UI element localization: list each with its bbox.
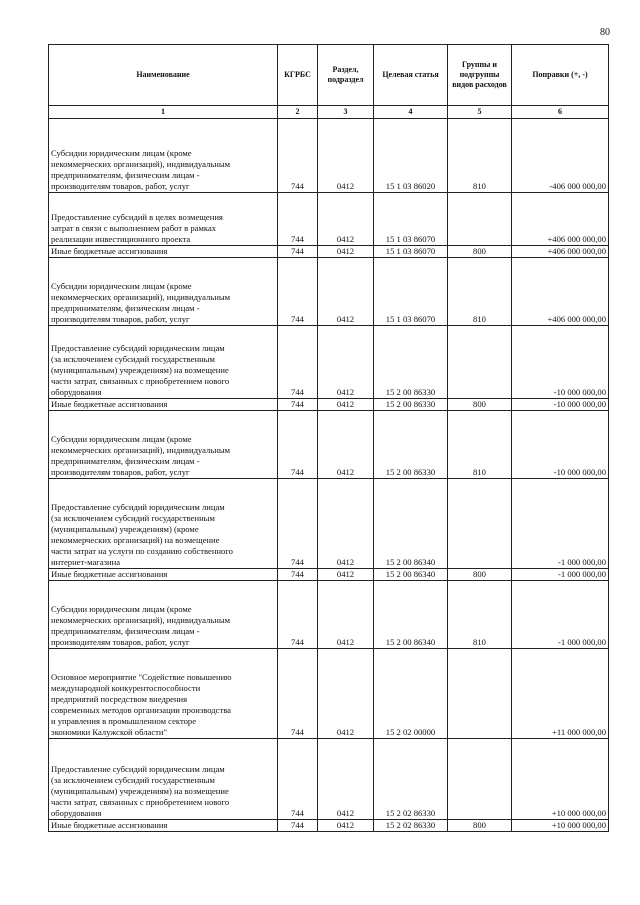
column-number: 6 xyxy=(512,106,609,119)
budget-amendments-table xyxy=(48,44,609,832)
header-name: Наименование xyxy=(49,45,278,106)
cell-group: 800 xyxy=(448,820,512,832)
cell-target: 15 1 03 86070 xyxy=(374,193,448,246)
table-header-row xyxy=(49,45,609,106)
cell-name: Иные бюджетные ассигнования xyxy=(49,399,278,411)
cell-amount: +406 000 000,00 xyxy=(512,258,609,326)
cell-group: 800 xyxy=(448,399,512,411)
cell-amount: -10 000 000,00 xyxy=(512,411,609,479)
cell-name: Иные бюджетные ассигнования xyxy=(49,246,278,258)
table-row xyxy=(49,399,609,411)
cell-target: 15 2 00 86340 xyxy=(374,569,448,581)
cell-amount: -10 000 000,00 xyxy=(512,399,609,411)
cell-kgrbs: 744 xyxy=(278,569,318,581)
table-row xyxy=(49,479,609,569)
cell-section: 0412 xyxy=(318,246,374,258)
cell-section: 0412 xyxy=(318,399,374,411)
cell-section: 0412 xyxy=(318,581,374,649)
cell-amount: -406 000 000,00 xyxy=(512,119,609,193)
column-number: 5 xyxy=(448,106,512,119)
header-kgrbs: КГРБС xyxy=(278,45,318,106)
cell-section: 0412 xyxy=(318,649,374,739)
cell-name: Иные бюджетные ассигнования xyxy=(49,569,278,581)
cell-amount: -1 000 000,00 xyxy=(512,479,609,569)
cell-kgrbs: 744 xyxy=(278,649,318,739)
column-number: 3 xyxy=(318,106,374,119)
cell-group: 800 xyxy=(448,569,512,581)
cell-section: 0412 xyxy=(318,739,374,820)
cell-kgrbs: 744 xyxy=(278,581,318,649)
cell-amount: +406 000 000,00 xyxy=(512,246,609,258)
cell-amount: -10 000 000,00 xyxy=(512,326,609,399)
cell-kgrbs: 744 xyxy=(278,739,318,820)
cell-kgrbs: 744 xyxy=(278,119,318,193)
cell-name: Предоставление субсидий в целях возмещения затрат в связи с выполнением работ в рамках реализации инвестиционного проекта xyxy=(49,193,278,246)
cell-target: 15 2 02 86330 xyxy=(374,739,448,820)
cell-section: 0412 xyxy=(318,119,374,193)
header-target: Целевая статья xyxy=(374,45,448,106)
cell-target: 15 2 02 86330 xyxy=(374,820,448,832)
table-row xyxy=(49,193,609,246)
cell-amount: +406 000 000,00 xyxy=(512,193,609,246)
table-row xyxy=(49,820,609,832)
cell-kgrbs: 744 xyxy=(278,246,318,258)
cell-amount: -1 000 000,00 xyxy=(512,581,609,649)
cell-group xyxy=(448,326,512,399)
table-row xyxy=(49,119,609,193)
cell-target: 15 2 00 86340 xyxy=(374,581,448,649)
cell-section: 0412 xyxy=(318,479,374,569)
cell-name: Субсидии юридическим лицам (кроме некоммерческих организаций), индивидуальным предпринимателям, физическим лицам - производителям товаров, работ, услуг xyxy=(49,258,278,326)
table-row xyxy=(49,739,609,820)
table-row xyxy=(49,581,609,649)
cell-section: 0412 xyxy=(318,411,374,479)
cell-group: 810 xyxy=(448,581,512,649)
table-row xyxy=(49,258,609,326)
cell-group xyxy=(448,739,512,820)
cell-kgrbs: 744 xyxy=(278,820,318,832)
table-row xyxy=(49,569,609,581)
cell-kgrbs: 744 xyxy=(278,326,318,399)
cell-target: 15 2 00 86330 xyxy=(374,399,448,411)
page-number: 80 xyxy=(600,27,610,38)
cell-section: 0412 xyxy=(318,326,374,399)
cell-group: 800 xyxy=(448,246,512,258)
cell-group: 810 xyxy=(448,411,512,479)
cell-amount: -1 000 000,00 xyxy=(512,569,609,581)
cell-name: Субсидии юридическим лицам (кроме некоммерческих организаций), индивидуальным предпринимателям, физическим лицам - производителям товаров, работ, услуг xyxy=(49,411,278,479)
cell-kgrbs: 744 xyxy=(278,258,318,326)
cell-name: Субсидии юридическим лицам (кроме некоммерческих организаций), индивидуальным предпринимателям, физическим лицам - производителям товаров, работ, услуг xyxy=(49,119,278,193)
cell-target: 15 2 00 86330 xyxy=(374,411,448,479)
cell-name: Основное мероприятие "Содействие повышению международной конкурентоспособности предприятий посредством внедрения современных методов организации производства и управления в промышленном секторе экономики Калужской области" xyxy=(49,649,278,739)
cell-name: Предоставление субсидий юридическим лицам (за исключением субсидий государственным (муниципальным) учреждениям) на возмещение части затрат, связанных с приобретением нового оборудования xyxy=(49,739,278,820)
cell-target: 15 2 00 86330 xyxy=(374,326,448,399)
table-row xyxy=(49,326,609,399)
cell-section: 0412 xyxy=(318,820,374,832)
cell-group xyxy=(448,479,512,569)
cell-group: 810 xyxy=(448,119,512,193)
cell-target: 15 1 03 86070 xyxy=(374,258,448,326)
cell-kgrbs: 744 xyxy=(278,411,318,479)
header-amount: Поправки (+, -) xyxy=(512,45,609,106)
cell-amount: +10 000 000,00 xyxy=(512,739,609,820)
cell-group xyxy=(448,193,512,246)
header-group: Группы и подгруппы видов расходов xyxy=(448,45,512,106)
cell-name: Субсидии юридическим лицам (кроме некоммерческих организаций), индивидуальным предпринимателям, физическим лицам - производителям товаров, работ, услуг xyxy=(49,581,278,649)
cell-kgrbs: 744 xyxy=(278,479,318,569)
table-row xyxy=(49,246,609,258)
cell-kgrbs: 744 xyxy=(278,193,318,246)
cell-section: 0412 xyxy=(318,258,374,326)
column-number-row xyxy=(49,106,609,119)
cell-section: 0412 xyxy=(318,569,374,581)
cell-amount: +10 000 000,00 xyxy=(512,820,609,832)
cell-group xyxy=(448,649,512,739)
column-number: 1 xyxy=(49,106,278,119)
cell-section: 0412 xyxy=(318,193,374,246)
column-number: 4 xyxy=(374,106,448,119)
cell-name: Предоставление субсидий юридическим лицам (за исключением субсидий государственным (муниципальным) учреждениям) (кроме некоммерческих организаций) на возмещение части затрат на услуги по созданию собственного интернет-магазина xyxy=(49,479,278,569)
cell-group: 810 xyxy=(448,258,512,326)
cell-name: Иные бюджетные ассигнования xyxy=(49,820,278,832)
cell-kgrbs: 744 xyxy=(278,399,318,411)
column-number: 2 xyxy=(278,106,318,119)
cell-name: Предоставление субсидий юридическим лицам (за исключением субсидий государственным (муниципальным) учреждениям) на возмещение части затрат, связанных с приобретением нового оборудования xyxy=(49,326,278,399)
table-row xyxy=(49,649,609,739)
cell-target: 15 1 03 86070 xyxy=(374,246,448,258)
cell-target: 15 1 03 86020 xyxy=(374,119,448,193)
cell-target: 15 2 00 86340 xyxy=(374,479,448,569)
cell-target: 15 2 02 00000 xyxy=(374,649,448,739)
table-row xyxy=(49,411,609,479)
header-section: Раздел, подраздел xyxy=(318,45,374,106)
cell-amount: +11 000 000,00 xyxy=(512,649,609,739)
